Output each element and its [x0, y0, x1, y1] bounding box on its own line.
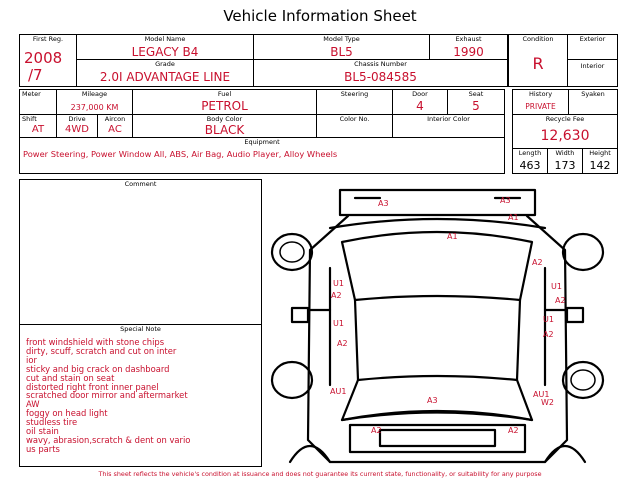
equipment-header: Equipment	[244, 138, 280, 146]
fuel-cell	[132, 89, 317, 115]
exhaust-value: 1990	[453, 45, 484, 59]
shift-value: AT	[31, 124, 45, 135]
color-no-header: Color No.	[339, 115, 370, 123]
note-line: wavy, abrasion,scratch & dent on vario	[26, 434, 191, 445]
damage-label: A2	[532, 258, 543, 267]
length-header: Length	[518, 149, 542, 157]
damage-label: W2	[541, 398, 554, 407]
car-damage-diagram	[270, 180, 620, 470]
note-line: dirty, scuff, scratch and cut on inter	[26, 345, 177, 356]
chassis-header: Chassis Number	[354, 60, 407, 68]
chassis-cell	[253, 59, 508, 87]
note-line: oil stain	[26, 426, 59, 437]
grade-cell	[76, 59, 254, 87]
note-line: AW	[26, 399, 40, 410]
wheel-front-left	[272, 362, 312, 398]
meter-cell	[19, 89, 57, 115]
seat-value: 5	[472, 99, 480, 113]
special-note-text	[26, 338, 262, 454]
condition-cell	[508, 34, 568, 87]
exhaust-cell	[429, 34, 508, 60]
note-line: front windshield with stone chips	[26, 337, 165, 347]
body-color-cell	[132, 114, 317, 138]
bottom-wheel-right	[545, 446, 585, 462]
first-reg-year: 2008	[24, 49, 63, 67]
special-note-header: Special Note	[120, 325, 161, 333]
damage-label: A2	[543, 330, 554, 339]
comment-box	[19, 179, 262, 325]
body-color-header: Body Color	[206, 115, 243, 123]
shift-cell	[19, 114, 57, 138]
history-cell	[512, 89, 569, 115]
color-no-cell	[316, 114, 393, 138]
fuel-value: PETROL	[201, 99, 248, 113]
damage-label: AU1	[533, 390, 550, 399]
aircon-value: AC	[108, 124, 122, 135]
height-header: Height	[589, 149, 611, 157]
front-grille	[380, 430, 495, 446]
model-name-cell	[76, 34, 254, 60]
aircon-header: Aircon	[104, 115, 126, 123]
height-cell	[582, 148, 618, 174]
right-mirror	[567, 308, 583, 322]
first-reg-header: First Reg.	[32, 35, 64, 43]
syaken-cell	[568, 89, 618, 115]
fuel-header: Fuel	[217, 90, 232, 98]
meter-header: Meter	[22, 90, 41, 98]
door-cell	[392, 89, 448, 115]
damage-label: A3	[378, 199, 389, 208]
damage-label: U1	[333, 279, 344, 288]
bottom-wheel-left	[290, 446, 330, 462]
model-name-value: LEGACY B4	[131, 45, 199, 59]
damage-label: AU1	[330, 387, 347, 396]
wheel-front-right-inner	[571, 370, 595, 390]
roof-line-right	[517, 300, 520, 380]
note-line: foggy on head light	[26, 408, 108, 419]
model-name-header: Model Name	[144, 35, 186, 43]
door-header: Door	[412, 90, 428, 98]
interior-color-header: Interior Color	[427, 115, 470, 123]
seat-header: Seat	[468, 90, 484, 98]
history-value: PRIVATE	[525, 102, 556, 111]
damage-label: A1	[447, 232, 458, 241]
drive-header: Drive	[68, 115, 86, 123]
damage-label: U1	[551, 282, 562, 291]
damage-label: A3	[500, 196, 511, 205]
mileage-value: 237,000 KM	[70, 103, 119, 112]
width-cell	[547, 148, 583, 174]
door-value: 4	[416, 99, 424, 113]
equipment-cell	[19, 137, 505, 174]
roof-line-left	[355, 300, 358, 380]
steering-cell	[316, 89, 393, 115]
recycle-fee-value: 12,630	[540, 128, 590, 144]
exhaust-header: Exhaust	[455, 35, 482, 43]
first-reg-cell	[19, 34, 77, 87]
equipment-value: Power Steering, Power Window All, ABS, Air Bag, Audio Player, Alloy Wheels	[23, 149, 338, 159]
rear-window-outline	[342, 232, 532, 300]
wheel-rear-right	[563, 234, 603, 270]
note-line: us parts	[26, 443, 60, 454]
recycle-fee-cell	[512, 114, 618, 149]
sheet-title: Vehicle Information Sheet	[223, 7, 417, 25]
syaken-header: Syaken	[581, 90, 605, 98]
damage-label: A2	[337, 339, 348, 348]
drive-cell	[56, 114, 98, 138]
damage-label: U1	[333, 319, 344, 328]
wheel-rear-left	[272, 234, 312, 270]
condition-header: Condition	[522, 35, 554, 43]
drive-value: 4WD	[65, 124, 89, 135]
mileage-cell	[56, 89, 133, 115]
wheel-front-right	[563, 362, 603, 398]
damage-label: A2	[508, 426, 519, 435]
note-line: studless tire	[26, 417, 78, 428]
width-value: 173	[554, 159, 576, 172]
interior-header: Interior	[580, 62, 605, 70]
exterior-cell	[567, 34, 618, 60]
body-color-value: BLACK	[204, 123, 245, 137]
damage-label: U1	[543, 315, 554, 324]
note-line: ior	[26, 354, 37, 365]
first-reg-month: /7	[28, 66, 43, 84]
width-header: Width	[555, 149, 575, 157]
damage-label: A1	[508, 213, 519, 222]
shift-header: Shift	[22, 115, 37, 123]
model-type-value: BL5	[330, 45, 353, 59]
damage-label: A3	[427, 396, 438, 405]
interior-cell	[567, 59, 618, 87]
damage-label: A2	[371, 426, 382, 435]
note-line: scratched door mirror and aftermarket	[26, 390, 188, 401]
note-line: sticky and big crack on dashboard	[26, 363, 170, 374]
model-type-header: Model Type	[323, 35, 360, 43]
grade-value: 2.0I ADVANTAGE LINE	[99, 70, 231, 84]
wheel-rear-left-inner	[280, 242, 304, 262]
note-line: cut and stain on seat	[26, 372, 115, 383]
aircon-cell	[97, 114, 133, 138]
recycle-fee-header: Recycle Fee	[545, 115, 585, 123]
damage-label: A2	[555, 296, 566, 305]
model-type-cell	[253, 34, 430, 60]
disclaimer-footer: This sheet reflects the vehicle's condition at issuance and does not guarantee its current state, functionality, or suitability for any purpose	[98, 470, 542, 478]
length-cell	[512, 148, 548, 174]
damage-label: A2	[331, 291, 342, 300]
history-header: History	[528, 90, 553, 98]
exterior-header: Exterior	[579, 35, 606, 43]
seat-cell	[447, 89, 505, 115]
comment-header: Comment	[124, 180, 157, 188]
height-value: 142	[589, 159, 611, 172]
left-mirror	[292, 308, 308, 322]
note-line: distorted right front inner panel	[26, 381, 159, 392]
grade-header: Grade	[155, 60, 175, 68]
mileage-header: Mileage	[81, 90, 108, 98]
length-value: 463	[519, 159, 541, 172]
interior-color-cell	[392, 114, 505, 138]
chassis-value: BL5-084585	[344, 70, 417, 84]
steering-header: Steering	[340, 90, 369, 98]
condition-value: R	[532, 54, 544, 73]
